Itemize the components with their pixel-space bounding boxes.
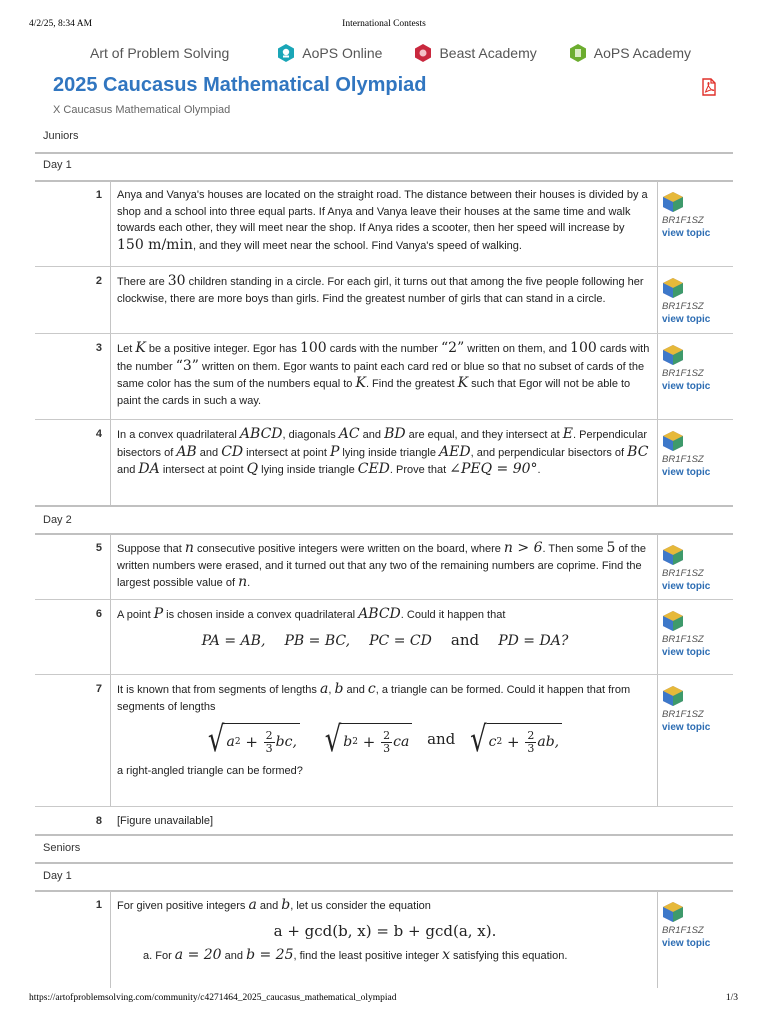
poster-username[interactable]: BR1F1SZ <box>662 301 704 312</box>
problem-row <box>35 534 733 599</box>
poster-username[interactable]: BR1F1SZ <box>662 568 704 579</box>
problem-number: 5 <box>95 542 102 554</box>
problem-number: 7 <box>95 683 102 695</box>
divider <box>35 152 733 154</box>
poster-username[interactable]: BR1F1SZ <box>662 368 704 379</box>
nav-aops-online[interactable]: AoPS Online <box>277 43 382 63</box>
print-title: International Contests <box>342 19 426 29</box>
problem-number: 6 <box>95 608 102 620</box>
problem-row <box>35 600 733 674</box>
poster-username[interactable]: BR1F1SZ <box>662 215 704 226</box>
problem-number: 1 <box>95 189 102 201</box>
problem-row <box>35 267 733 333</box>
nav-aops-academy[interactable]: AoPS Academy <box>569 43 691 63</box>
problem-text: For given positive integers a and b, let us consider the equation a + gcd(b, x) = b + gcd(a, x). a. For a = 20 and b = 25, find the least positive integer x satisfying this equation. <box>117 897 653 965</box>
aops-academy-icon <box>569 43 587 63</box>
avatar-icon <box>662 901 684 923</box>
view-topic-link[interactable]: view topic <box>662 467 711 478</box>
poster-info <box>662 191 732 241</box>
poster-username[interactable]: BR1F1SZ <box>662 454 704 465</box>
problem-text: There are 30 children standing in a circle. For each girl, it turns out that among the five people following her clockwise, there are more boys than girls. Find the greatest number of girls that can stand in a circle. <box>117 273 644 305</box>
problem-text: Suppose that n consecutive positive integers were written on the board, where n > 6. Then some 5 of the written numbers were erased, and it turned out that any two of the remaining numbers are coprime. Find the largest possible value of n. <box>117 540 646 590</box>
problem-text: In a convex quadrilateral ABCD, diagonals AC and BD are equal, and they intersect at E. Perpendicular bisectors of AB and CD intersect at point P lying inside triangle AED, and perpendicular bisectors of BC and DA intersect at point Q lying inside triangle CED. Prove that ∠PEQ = 90°. <box>117 426 649 477</box>
problem-text: It is known that from segments of lengths a, b and c, a triangle can be formed. Could it happen that from segments of lengths √ a 2 + $\frac{2}{3}$ bc, √ b 2 + $\frac{2}{3}$ ca and √ c 2 + $\frac{2}{3}$ ab, a right-angled triangle can be formed? <box>117 681 653 780</box>
view-topic-link[interactable]: view topic <box>662 228 711 239</box>
page-title: 2025 Caucasus Mathematical Olympiad <box>53 74 427 96</box>
problem-row <box>35 891 733 988</box>
problem-row <box>35 675 733 806</box>
section-juniors: Juniors <box>43 130 79 142</box>
figure-unavailable: [Figure unavailable] <box>117 815 214 827</box>
view-topic-link[interactable]: view topic <box>662 581 711 592</box>
avatar-icon <box>662 191 684 213</box>
print-header <box>0 19 768 33</box>
top-nav <box>90 41 723 65</box>
problem-row <box>35 334 733 419</box>
poster-username[interactable]: BR1F1SZ <box>662 709 704 720</box>
problem-number: 8 <box>95 815 102 827</box>
pdf-icon[interactable] <box>701 78 717 96</box>
display-equation: √ a 2 + $\frac{2}{3}$ bc, √ b 2 + $\frac{2}{3}$ ca and √ c 2 + $\frac{2}{3}$ ab, <box>117 723 653 757</box>
view-topic-link[interactable]: view topic <box>662 647 711 658</box>
print-footer <box>0 993 768 1007</box>
sub-problem-a: a. For a = 20 and b = 25, find the least positive integer x satisfying this equation. <box>143 947 568 963</box>
problem-number: 2 <box>95 275 102 287</box>
section-day2: Day 2 <box>43 514 72 526</box>
avatar-icon <box>662 430 684 452</box>
section-day1: Day 1 <box>43 159 72 171</box>
avatar-icon <box>662 610 684 632</box>
poster-info <box>662 901 732 951</box>
avatar-icon <box>662 685 684 707</box>
poster-info <box>662 430 732 480</box>
nav-beast-academy[interactable]: Beast Academy <box>414 43 536 63</box>
view-topic-link[interactable]: view topic <box>662 722 711 733</box>
problem-row <box>35 181 733 266</box>
problem-text: A point P is chosen inside a convex quadrilateral ABCD. Could it happen that PA = AB, PB = BC, PC = CD and PD = DA? <box>117 606 653 657</box>
poster-info <box>662 277 732 327</box>
poster-info <box>662 344 732 394</box>
problem-text: Let K be a positive integer. Egor has 100 cards with the number “2” written on them, and 100 cards with the number “3” written on them. Egor wants to paint each card red or blue so that no subset of cards of the same color has the sum of the numbers equal to K. Find the greatest K such that Egor will not be able to paint the cards in such a way. <box>117 340 650 407</box>
nav-art-of-problem-solving[interactable]: Art of Problem Solving <box>90 45 230 61</box>
problem-row <box>35 807 733 833</box>
print-url: https://artofproblemsolving.com/community/c4271464_2025_caucasus_mathematical_olympiad <box>29 993 397 1003</box>
problem-text: Anya and Vanya's houses are located on the straight road. The distance between their houses is divided by a shop and a school into three equal parts. If Anya and Vanya leave their houses at the same time and walk towards each other, they will meet near the shop. If Anya rides a scooter, then her speed will increase by 150 m/min, and they will meet near the school. Find Vanya's speed of walking. <box>117 189 648 253</box>
print-page-number: 1/3 <box>725 993 738 1003</box>
problem-row <box>35 420 733 505</box>
problem-number: 1 <box>95 899 102 911</box>
avatar-icon <box>662 344 684 366</box>
poster-username[interactable]: BR1F1SZ <box>662 634 704 645</box>
display-equation: PA = AB, PB = BC, PC = CD and PD = DA? <box>201 630 569 649</box>
poster-info <box>662 610 732 660</box>
avatar-icon <box>662 544 684 566</box>
problem-number: 3 <box>95 342 102 354</box>
section-seniors: Seniors <box>43 842 81 854</box>
page-subtitle: X Caucasus Mathematical Olympiad <box>53 104 231 116</box>
poster-username[interactable]: BR1F1SZ <box>662 925 704 936</box>
avatar-icon <box>662 277 684 299</box>
view-topic-link[interactable]: view topic <box>662 938 711 949</box>
print-datetime: 4/2/25, 8:34 AM <box>29 19 93 29</box>
poster-info <box>662 685 732 735</box>
view-topic-link[interactable]: view topic <box>662 381 711 392</box>
beast-academy-icon <box>414 43 432 63</box>
problem-number: 4 <box>95 428 102 440</box>
aops-online-icon <box>277 43 295 63</box>
section-day1-seniors: Day 1 <box>43 870 72 882</box>
view-topic-link[interactable]: view topic <box>662 314 711 325</box>
poster-info <box>662 544 732 594</box>
display-equation: a + gcd(b, x) = b + gcd(a, x). <box>273 921 497 940</box>
